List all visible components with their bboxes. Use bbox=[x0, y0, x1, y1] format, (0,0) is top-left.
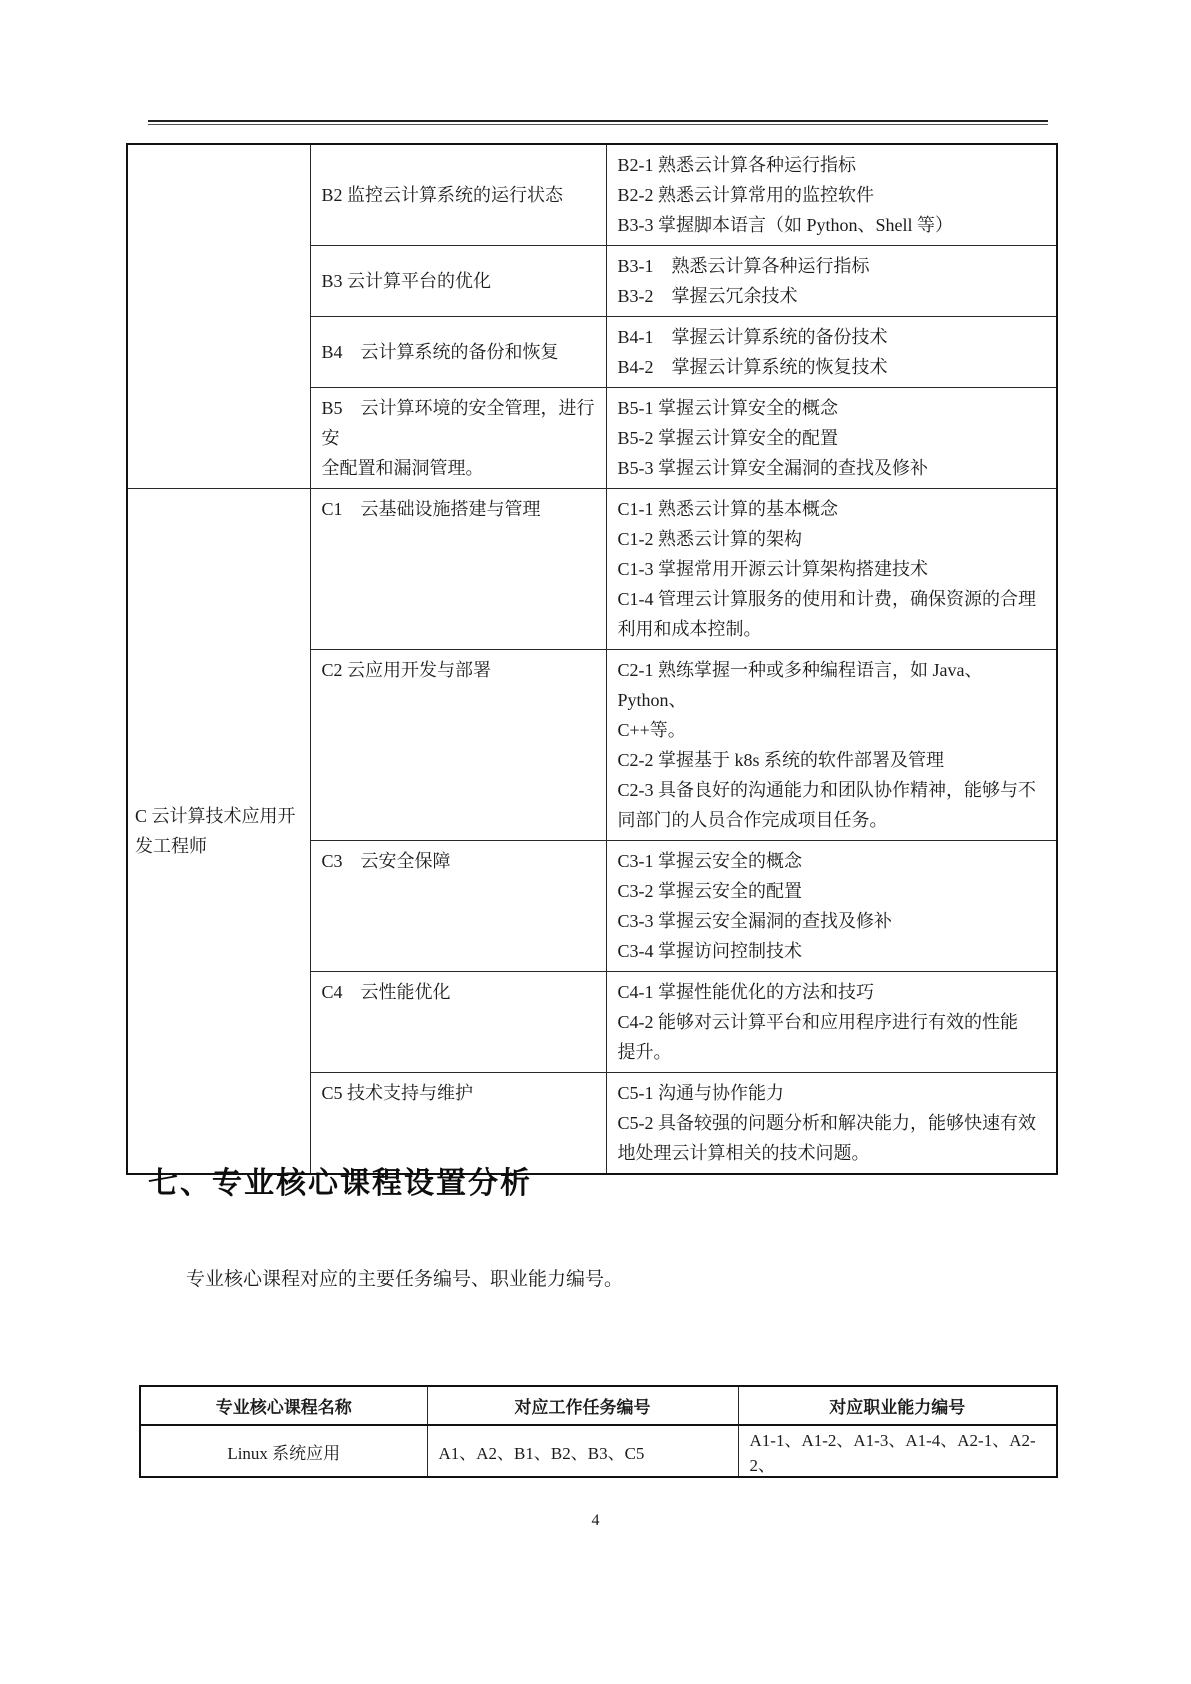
section-intro: 专业核心课程对应的主要任务编号、职业能力编号。 bbox=[186, 1269, 624, 1290]
skill-line: 同部门的人员合作完成项目任务。 bbox=[617, 810, 888, 830]
task-cell bbox=[310, 650, 606, 841]
skill-line: 地处理云计算相关的技术问题。 bbox=[617, 1143, 870, 1163]
skill-line: B4-2 掌握云计算系统的恢复技术 bbox=[617, 357, 888, 377]
skill-line: B5-2 掌握云计算安全的配置 bbox=[617, 428, 838, 448]
core-course-table-body bbox=[140, 1425, 1057, 1477]
core-course-table bbox=[139, 1385, 1058, 1478]
skill-line: B4-1 掌握云计算系统的备份技术 bbox=[617, 327, 888, 347]
skill-cell bbox=[606, 489, 1057, 650]
page-header-rule bbox=[148, 120, 1048, 125]
skill-cell bbox=[606, 388, 1057, 489]
course-name-cell: Linux 系统应用 bbox=[140, 1425, 427, 1477]
page-number: 4 bbox=[591, 1512, 600, 1529]
task-line: C4 云性能优化 bbox=[321, 982, 451, 1002]
task-line: C3 云安全保障 bbox=[321, 851, 451, 871]
skill-line: C2-1 熟练掌握一种或多种编程语言，如 Java、Python、 bbox=[617, 660, 983, 710]
skill-line: C5-1 沟通与协作能力 bbox=[617, 1083, 784, 1103]
skill-line: C4-1 掌握性能优化的方法和技巧 bbox=[617, 982, 874, 1002]
skill-line: B3-2 掌握云冗余技术 bbox=[617, 286, 798, 306]
skill-line: C3-4 掌握访问控制技术 bbox=[617, 941, 802, 961]
skill-line: B5-3 掌握云计算安全漏洞的查找及修补 bbox=[617, 458, 928, 478]
skill-cell bbox=[606, 1073, 1057, 1175]
task-line: C2 云应用开发与部署 bbox=[321, 660, 492, 680]
job-role-line: 发工程师 bbox=[135, 836, 207, 856]
skill-cell bbox=[606, 841, 1057, 972]
table-row bbox=[127, 489, 1057, 650]
skill-cell bbox=[606, 246, 1057, 317]
skill-line: B5-1 掌握云计算安全的概念 bbox=[617, 398, 838, 418]
skill-line: C2-2 掌握基于 k8s 系统的软件部署及管理 bbox=[617, 750, 945, 770]
task-line: B2 监控云计算系统的运行状态 bbox=[321, 185, 564, 205]
job-role-line: C 云计算技术应用开 bbox=[135, 806, 296, 826]
skill-cell bbox=[606, 972, 1057, 1073]
core-course-row bbox=[140, 1425, 1057, 1477]
skill-cell bbox=[606, 650, 1057, 841]
core-course-header-name: 专业核心课程名称 bbox=[140, 1386, 427, 1425]
skill-line: C1-3 掌握常用开源云计算架构搭建技术 bbox=[617, 559, 928, 579]
job-skills-table bbox=[126, 143, 1058, 1175]
core-course-header-tasks: 对应工作任务编号 bbox=[427, 1386, 738, 1425]
skill-line: C1-2 熟悉云计算的架构 bbox=[617, 529, 802, 549]
task-line: C5 技术支持与维护 bbox=[321, 1083, 474, 1103]
skill-line: C5-2 具备较强的问题分析和解决能力，能够快速有效 bbox=[617, 1113, 1036, 1133]
task-cell bbox=[310, 841, 606, 972]
job-skills-table-body bbox=[127, 144, 1057, 1174]
task-cell bbox=[310, 246, 606, 317]
skill-cell bbox=[606, 144, 1057, 246]
core-course-header-row bbox=[140, 1386, 1057, 1425]
task-line: B5 云计算环境的安全管理，进行安 bbox=[321, 398, 595, 448]
skill-line: C3-2 掌握云安全的配置 bbox=[617, 881, 802, 901]
skill-line: C1-4 管理云计算服务的使用和计费，确保资源的合理 bbox=[617, 589, 1036, 609]
skill-line: B2-1 熟悉云计算各种运行指标 bbox=[617, 155, 856, 175]
task-line: B3 云计算平台的优化 bbox=[321, 271, 492, 291]
skill-line: 利用和成本控制。 bbox=[617, 619, 762, 639]
skill-line: C++等。 bbox=[617, 720, 686, 740]
task-line: B4 云计算系统的备份和恢复 bbox=[321, 342, 559, 362]
task-cell bbox=[310, 144, 606, 246]
skill-line: 提升。 bbox=[617, 1042, 672, 1062]
task-cell bbox=[310, 489, 606, 650]
skill-line: C2-3 具备良好的沟通能力和团队协作精神，能够与不 bbox=[617, 780, 1036, 800]
job-role-cell bbox=[127, 144, 310, 489]
skill-line: C3-3 掌握云安全漏洞的查找及修补 bbox=[617, 911, 892, 931]
job-role-cell bbox=[127, 489, 310, 1175]
skill-line: B3-3 掌握脚本语言（如 Python、Shell 等） bbox=[617, 215, 954, 235]
core-course-header-abilities: 对应职业能力编号 bbox=[738, 1386, 1057, 1425]
task-cell bbox=[310, 388, 606, 489]
skill-cell bbox=[606, 317, 1057, 388]
task-cell bbox=[310, 1073, 606, 1175]
task-cell bbox=[310, 317, 606, 388]
section-heading: 七、专业核心课程设置分析 bbox=[148, 1167, 532, 1200]
task-cell bbox=[310, 972, 606, 1073]
skill-line: C1-1 熟悉云计算的基本概念 bbox=[617, 499, 838, 519]
table-row bbox=[127, 144, 1057, 246]
skill-line: B3-1 熟悉云计算各种运行指标 bbox=[617, 256, 870, 276]
course-tasks-cell: A1、A2、B1、B2、B3、C5 bbox=[427, 1425, 738, 1477]
course-abilities-cell: A1-1、A1-2、A1-3、A1-4、A2-1、A2-2、 bbox=[738, 1425, 1057, 1477]
task-line: 全配置和漏洞管理。 bbox=[321, 458, 484, 478]
skill-line: C3-1 掌握云安全的概念 bbox=[617, 851, 802, 871]
skill-line: C4-2 能够对云计算平台和应用程序进行有效的性能 bbox=[617, 1012, 1018, 1032]
task-line: C1 云基础设施搭建与管理 bbox=[321, 499, 541, 519]
skill-line: B2-2 熟悉云计算常用的监控软件 bbox=[617, 185, 874, 205]
